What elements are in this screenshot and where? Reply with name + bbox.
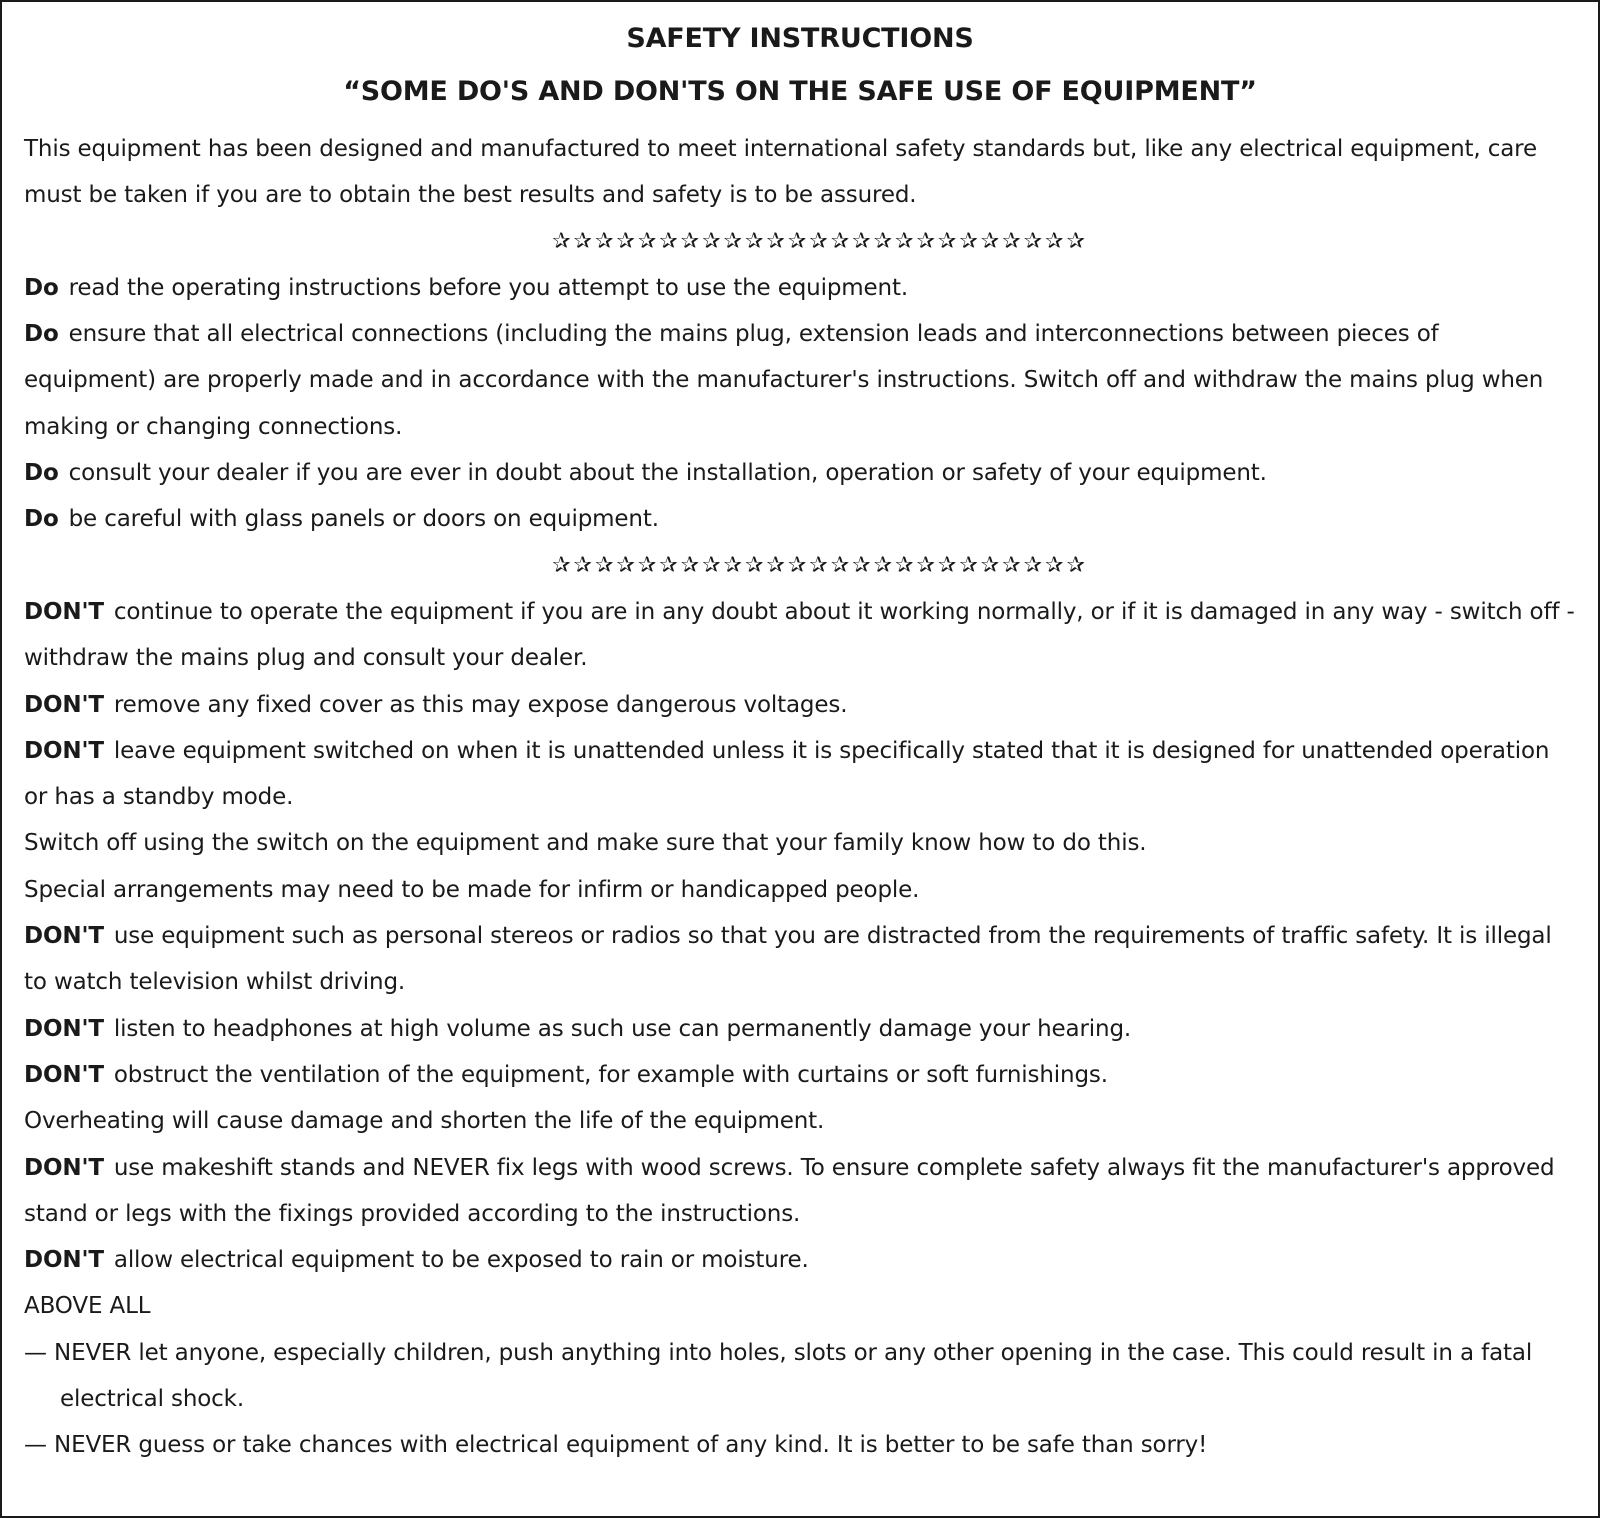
note-overheating: Overheating will cause damage and shorten the life of the equipment. bbox=[24, 1108, 825, 1135]
dont-label: DON'T bbox=[24, 923, 104, 950]
intro-paragraph: This equipment has been designed and manufactured to meet international safety standards but, like any electrical equipment, care must be taken if you are to obtain the best results and safety is to be assured. bbox=[24, 136, 1537, 209]
dont-item bbox=[24, 682, 1576, 728]
note-switch-off: Switch off using the switch on the equipment and make sure that your family know how to do this. bbox=[24, 830, 1147, 857]
do-text: be careful with glass panels or doors on equipment. bbox=[68, 506, 659, 533]
dont-text: allow electrical equipment to be exposed to rain or moisture. bbox=[113, 1247, 809, 1274]
do-label: Do bbox=[24, 274, 59, 301]
page-subtitle: “SOME DO'S AND DON'TS ON THE SAFE USE OF EQUIPMENT” bbox=[343, 76, 1257, 107]
page-title: SAFETY INSTRUCTIONS bbox=[626, 23, 974, 54]
dont-item bbox=[24, 728, 1576, 821]
dont-label: DON'T bbox=[24, 1154, 104, 1181]
do-item bbox=[24, 311, 1576, 450]
do-text: ensure that all electrical connections (including the mains plug, extension leads and interconnections between pieces of equipment) are properly made and in accordance with the manufacturer's instructions. Switch off and withdraw the mains plug when making or changing connections. bbox=[24, 321, 1544, 440]
dont-item bbox=[24, 589, 1576, 682]
never-item: — NEVER guess or take chances with electrical equipment of any kind. It is better to be safe than sorry! bbox=[24, 1432, 1208, 1459]
dont-text: obstruct the ventilation of the equipment, for example with curtains or soft furnishings. bbox=[113, 1061, 1108, 1088]
dont-label: DON'T bbox=[24, 598, 104, 625]
do-label: Do bbox=[24, 321, 59, 348]
instructions-body bbox=[24, 126, 1576, 1469]
do-item bbox=[24, 265, 1576, 311]
dont-text: remove any fixed cover as this may expose dangerous voltages. bbox=[113, 691, 848, 718]
dont-text: listen to headphones at high volume as such use can permanently damage your hearing. bbox=[113, 1015, 1132, 1042]
dont-text: continue to operate the equipment if you are in any doubt about it working normally, or if it is damaged in any way - switch off - withdraw the mains plug and consult your dealer. bbox=[24, 598, 1575, 672]
dont-label: DON'T bbox=[24, 1061, 104, 1088]
do-item bbox=[24, 450, 1576, 496]
do-label: Do bbox=[24, 460, 59, 487]
never-item: — NEVER let anyone, especially children, push anything into holes, slots or any other opening in the case. This could result in a fatal electrical shock. bbox=[24, 1339, 1533, 1413]
do-label: Do bbox=[24, 506, 59, 533]
note-special-arrangements: Special arrangements may need to be made for infirm or handicapped people. bbox=[24, 876, 920, 903]
dont-text: use makeshift stands and NEVER fix legs with wood screws. To ensure complete safety always fit the manufacturer's approved stand or legs with the fixings provided according to the instructions. bbox=[24, 1154, 1555, 1227]
dont-label: DON'T bbox=[24, 737, 104, 764]
do-text: consult your dealer if you are ever in doubt about the installation, operation or safety of your equipment. bbox=[68, 460, 1267, 487]
do-text: read the operating instructions before you attempt to use the equipment. bbox=[68, 274, 908, 301]
dont-label: DON'T bbox=[24, 1247, 104, 1274]
dont-item bbox=[24, 1052, 1576, 1098]
dont-text: leave equipment switched on when it is unattended unless it is specifically stated that it is designed for unattended operation or has a standby mode. bbox=[24, 737, 1550, 811]
dont-item bbox=[24, 1237, 1576, 1283]
dont-text: use equipment such as personal stereos or radios so that you are distracted from the requirements of traffic safety. It is illegal to watch television whilst driving. bbox=[24, 923, 1552, 996]
star-divider: ✰✰✰✰✰✰✰✰✰✰✰✰✰✰✰✰✰✰✰✰✰✰✰✰✰ bbox=[552, 228, 1088, 254]
dont-label: DON'T bbox=[24, 1015, 104, 1042]
dont-item bbox=[24, 913, 1576, 1006]
dont-label: DON'T bbox=[24, 691, 104, 718]
dont-item bbox=[24, 1006, 1576, 1052]
do-item bbox=[24, 496, 1576, 542]
dont-item bbox=[24, 1145, 1576, 1238]
star-divider: ✰✰✰✰✰✰✰✰✰✰✰✰✰✰✰✰✰✰✰✰✰✰✰✰✰ bbox=[552, 552, 1088, 578]
above-all-heading: ABOVE ALL bbox=[24, 1293, 151, 1320]
